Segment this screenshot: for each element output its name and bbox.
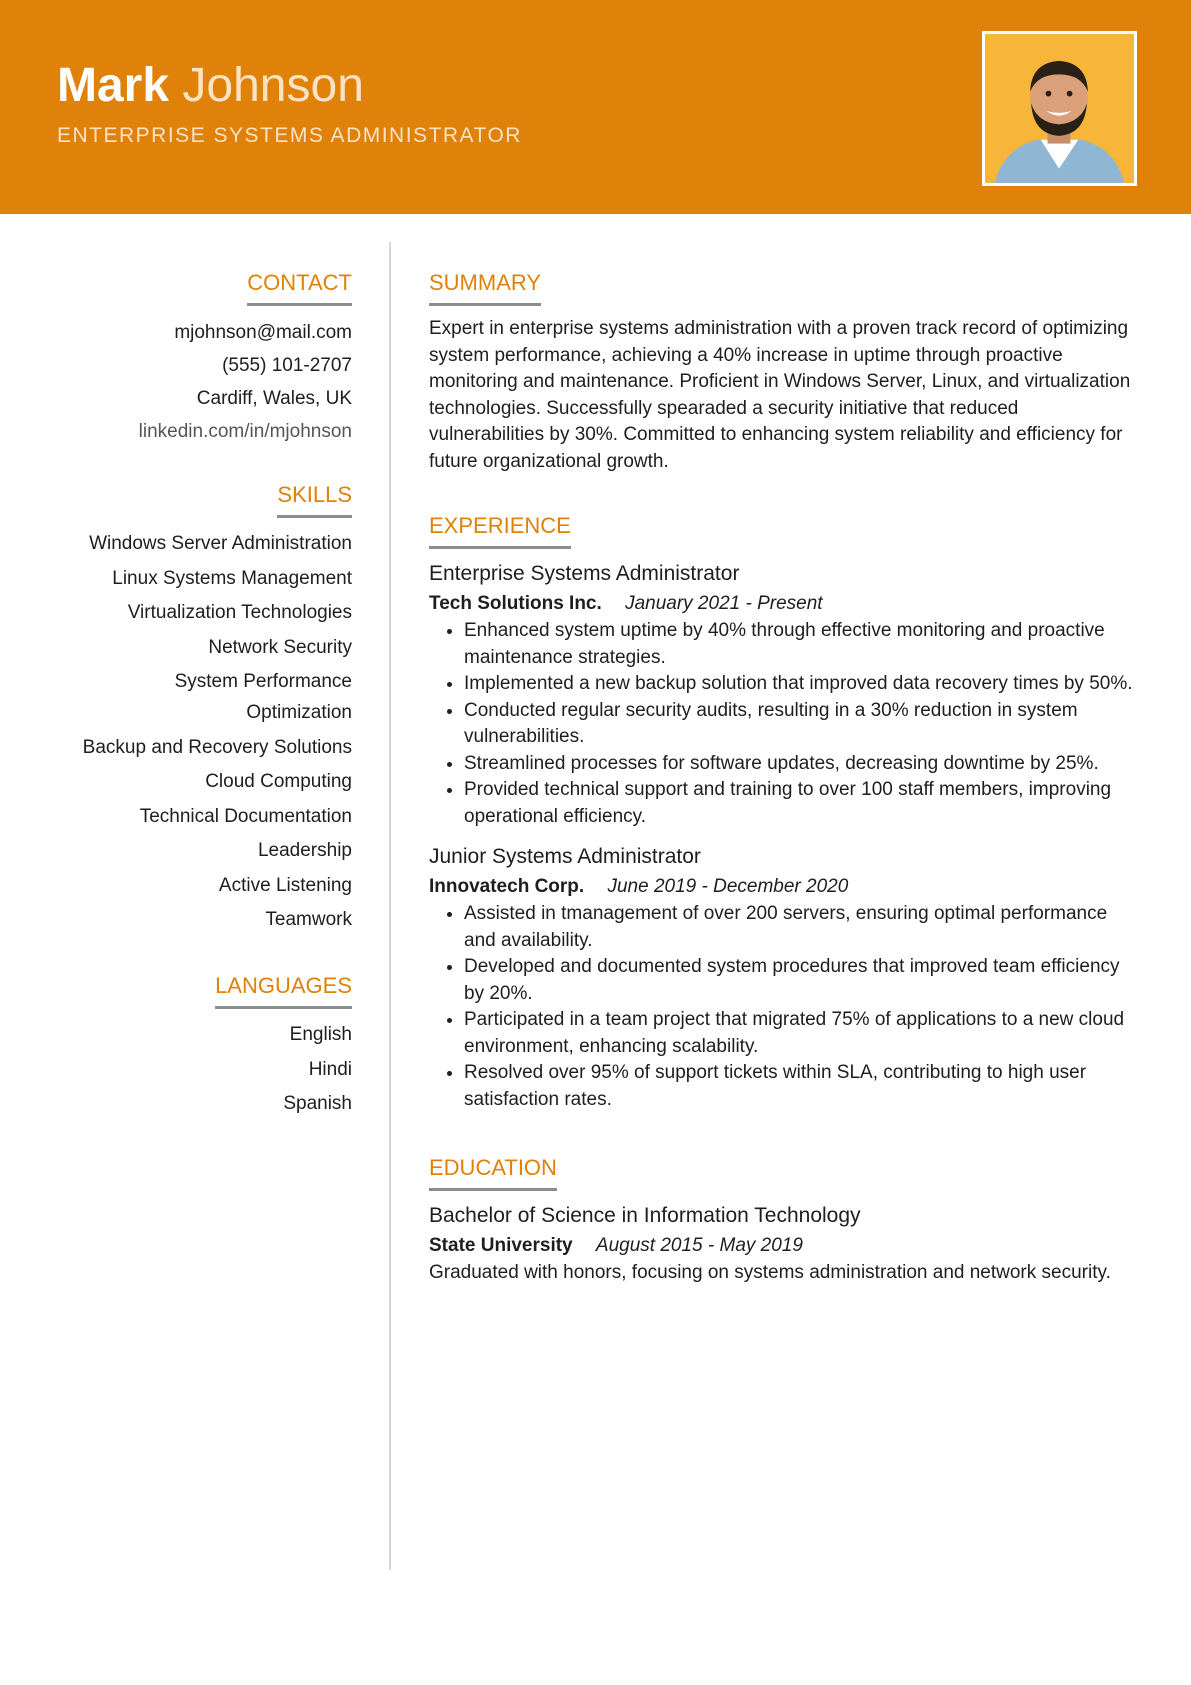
contact-linkedin[interactable]: linkedin.com/in/mjohnson <box>138 421 352 442</box>
contact-email[interactable]: mjohnson@mail.com <box>174 322 352 343</box>
list-item: • Streamlined processes for software updates, decreasing downtime by 25%. <box>464 751 1134 778</box>
degree-title: Bachelor of Science in Information Technology <box>429 1204 861 1227</box>
list-item: • Participated in a team project that migrated 75% of applications to a new cloud environment, enhancing scalability. <box>464 1007 1134 1060</box>
list-item: • Implemented a new backup solution that improved data recovery times by 50%. <box>464 671 1134 698</box>
skill-item: Backup and Recovery Solutions <box>82 736 352 758</box>
job-title-header: ENTERPRISE SYSTEMS ADMINISTRATOR <box>57 124 522 147</box>
job-entry <box>429 559 1134 830</box>
education-heading: EDUCATION <box>429 1153 557 1191</box>
language-item: Hindi <box>308 1058 352 1080</box>
last-name: Johnson <box>182 59 364 112</box>
job-bullets <box>429 901 1134 1113</box>
company-name: Innovatech Corp. <box>429 876 585 897</box>
skill-item: Active Listening <box>218 874 352 896</box>
education-dates: August 2015 - May 2019 <box>595 1235 803 1256</box>
candidate-name <box>57 56 364 116</box>
list-item: • Provided technical support and training to over 100 staff members, improving operational efficiency. <box>464 777 1134 830</box>
skill-item: Technical Documentation <box>139 805 352 827</box>
languages-section <box>40 971 352 1119</box>
skill-item: Leadership <box>257 840 352 861</box>
list-item: • Assisted in tmanagement of over 200 servers, ensuring optimal performance and availability. <box>464 901 1134 954</box>
summary-heading: SUMMARY <box>429 268 541 306</box>
experience-heading: EXPERIENCE <box>429 511 571 549</box>
skill-item: Virtualization Technologies <box>127 602 352 623</box>
education-meta <box>429 1231 1134 1260</box>
company-name: Tech Solutions Inc. <box>429 593 602 614</box>
job-bullets <box>429 618 1134 830</box>
left-column <box>40 268 352 1151</box>
language-item: Spanish <box>283 1093 352 1114</box>
list-item: • Developed and documented system procedures that improved team efficiency by 20%. <box>464 954 1134 1007</box>
contact-location: Cardiff, Wales, UK <box>196 388 352 409</box>
profile-photo <box>982 31 1137 186</box>
language-item: English <box>289 1024 352 1045</box>
skills-section <box>40 480 352 935</box>
job-dates: January 2021 - Present <box>625 593 823 614</box>
contact-phone: (555) 101-2707 <box>222 355 352 376</box>
column-divider <box>389 242 391 1570</box>
job-title: Enterprise Systems Administrator <box>429 562 740 585</box>
skill-item: Teamwork <box>265 909 352 930</box>
skills-heading: SKILLS <box>277 480 352 518</box>
right-column <box>429 268 1134 1323</box>
skill-item: Windows Server Administration <box>89 533 352 554</box>
skill-item: System Performance Optimization <box>174 671 352 723</box>
languages-heading: LANGUAGES <box>215 971 352 1009</box>
list-item: • Resolved over 95% of support tickets within SLA, contributing to high user satisfaction rates. <box>464 1060 1134 1113</box>
experience-section <box>429 511 1134 1113</box>
school-name: State University <box>429 1235 573 1256</box>
list-item: • Enhanced system uptime by 40% through effective monitoring and proactive maintenance strategies. <box>464 618 1134 671</box>
skill-item: Cloud Computing <box>205 771 352 792</box>
header-banner <box>0 0 1191 214</box>
contact-heading: CONTACT <box>247 268 352 306</box>
job-meta <box>429 872 1134 901</box>
profile-photo-illustration <box>985 34 1134 183</box>
job-dates: June 2019 - December 2020 <box>607 876 849 897</box>
list-item: • Conducted regular security audits, resulting in a 30% reduction in system vulnerabilities. <box>464 698 1134 751</box>
summary-text: Expert in enterprise systems administration with a proven track record of optimizing system performance, achieving a 40% increase in uptime through proactive monitoring and maintenance. Proficient in Windows Server, Linux, and virtualization technologies. Successfully spearaded a security initiative that reduced vulnerabilities by 30%. Committed to enhancing system reliability and efficiency for future organizational growth. <box>429 318 1131 472</box>
education-description: Graduated with honors, focusing on systems administration and network security. <box>429 1262 1111 1283</box>
contact-section <box>40 268 352 448</box>
first-name: Mark <box>57 59 170 112</box>
skill-item: Linux Systems Management <box>112 567 352 589</box>
job-entry <box>429 842 1134 1113</box>
education-section <box>429 1153 1134 1287</box>
job-meta <box>429 589 1134 618</box>
summary-section <box>429 268 1134 475</box>
job-title: Junior Systems Administrator <box>429 845 701 868</box>
skill-item: Network Security <box>208 636 352 658</box>
